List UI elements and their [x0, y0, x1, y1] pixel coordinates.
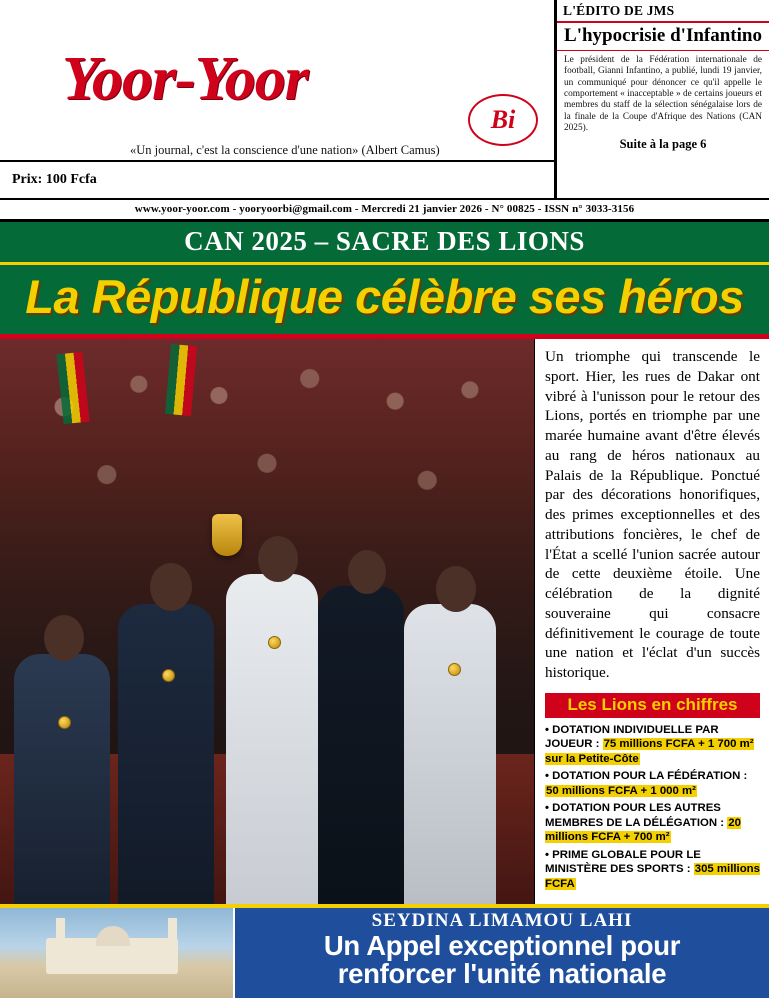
- photo-person-head: [44, 615, 84, 661]
- trophy-icon: [212, 514, 242, 556]
- article-lead-paragraph: Un triomphe qui transcende le sport. Hier, les rues de Dakar ont vibré à l'unisson pour le retour des Lions, portés en triomphe par une marée humaine avant d'être élevés au rang de héros nationaux au Palais de la République. Ponctué par des décorations honorifiques, des primes exceptionnelles et des attributions foncières, le chef de l'État a scellé l'union sacrée autour de cette deuxième étoile. Une célébration de la dignité souveraine qui consacre définitivement le courage de toute une nation et l'éclat d'un succès historique.: [545, 348, 760, 681]
- bottom-kicker: SEYDINA LIMAMOU LAHI: [371, 910, 633, 931]
- figure-label: • PRIME GLOBALE POUR LE MINISTÈRE DES SPORTS :: [545, 848, 701, 876]
- photo-person-head: [258, 536, 298, 582]
- price-label: Prix: 100 Fcfa: [12, 172, 97, 187]
- photo-person: [318, 586, 404, 904]
- figures-box-title: Les Lions en chiffres: [545, 693, 760, 718]
- price-row: [0, 160, 556, 198]
- dome-icon: [96, 926, 130, 946]
- figure-value: 20 millions FCFA + 700 m²: [545, 816, 741, 844]
- top-section: [0, 0, 769, 198]
- newspaper-logo: Yoor-Yoor: [62, 45, 308, 113]
- editorial-continuation: Suite à la page 6: [619, 137, 707, 152]
- bottom-article: [235, 908, 769, 998]
- banner-headline-band: [0, 265, 769, 334]
- editorial-box: [556, 0, 769, 198]
- bottom-photo-mosque: [0, 908, 235, 998]
- medal-icon: [448, 663, 461, 676]
- bottom-headline-line1: Un Appel exceptionnel pour: [323, 930, 681, 961]
- figures-list: [545, 723, 760, 891]
- list-item: [545, 769, 760, 798]
- main-photo-lions-ceremony: [0, 339, 534, 904]
- figure-label: • DOTATION POUR LA FÉDÉRATION :: [545, 770, 748, 783]
- list-item: [545, 848, 760, 891]
- figure-value: 50 millions FCFA + 1 000 m²: [546, 784, 696, 797]
- editorial-body: Le président de la Fédération internationale de football, Gianni Infantino, a publié, lundi 19 janvier, un communiqué pour dénoncer ce qu'il appelle le comportement « inacceptable » de certains joueurs et membres du staff de la sélection sénégalaise lors de la finale de la Coupe d'Afrique des Nations (CAN 2025).: [564, 54, 762, 133]
- figure-value: 305 millions FCFA: [545, 863, 760, 890]
- minaret-icon: [168, 918, 177, 974]
- main-section: [0, 339, 769, 904]
- editorial-section-label: L'ÉDITO DE JMS: [557, 0, 769, 23]
- contact-bar: www.yoor-yoor.com - yooryoorbi@gmail.com - Mercredi 21 janvier 2026 - N° 00825 - ISSN n° 3033-3156: [0, 198, 769, 222]
- photo-person: [14, 654, 110, 904]
- masthead-inner: [0, 0, 554, 160]
- minaret-icon: [56, 918, 65, 974]
- photo-person-head: [436, 566, 476, 612]
- masthead-slogan: «Un journal, c'est la conscience d'une nation» (Albert Camus): [130, 143, 440, 157]
- masthead: [0, 0, 556, 198]
- article-column: [534, 339, 769, 904]
- bi-badge: Bi: [468, 94, 538, 146]
- figure-label: • DOTATION INDIVIDUELLE PAR JOUEUR :: [545, 723, 719, 751]
- medal-icon: [162, 669, 175, 682]
- banner-kicker: CAN 2025 – SACRE DES LIONS: [0, 222, 769, 265]
- figure-label: • DOTATION POUR LES AUTRES MEMBRES DE LA DÉLÉGATION :: [545, 802, 728, 829]
- banner-headline: La République célèbre ses héros: [25, 270, 744, 323]
- bottom-headline-line2: renforcer l'unité nationale: [337, 958, 667, 990]
- medal-icon: [58, 716, 71, 729]
- medal-icon: [268, 636, 281, 649]
- photo-person-head: [348, 550, 386, 594]
- bottom-section: [0, 904, 769, 996]
- figure-value: 75 millions FCFA + 1 700 m² sur la Petite-Côte: [545, 738, 754, 765]
- editorial-title: L'hypocrisie d'Infantino: [557, 23, 769, 51]
- photo-person: [118, 604, 214, 904]
- list-item: [545, 723, 760, 766]
- list-item: [545, 801, 760, 844]
- photo-person: [226, 574, 318, 904]
- photo-person: [404, 604, 496, 904]
- photo-person-head: [150, 563, 192, 611]
